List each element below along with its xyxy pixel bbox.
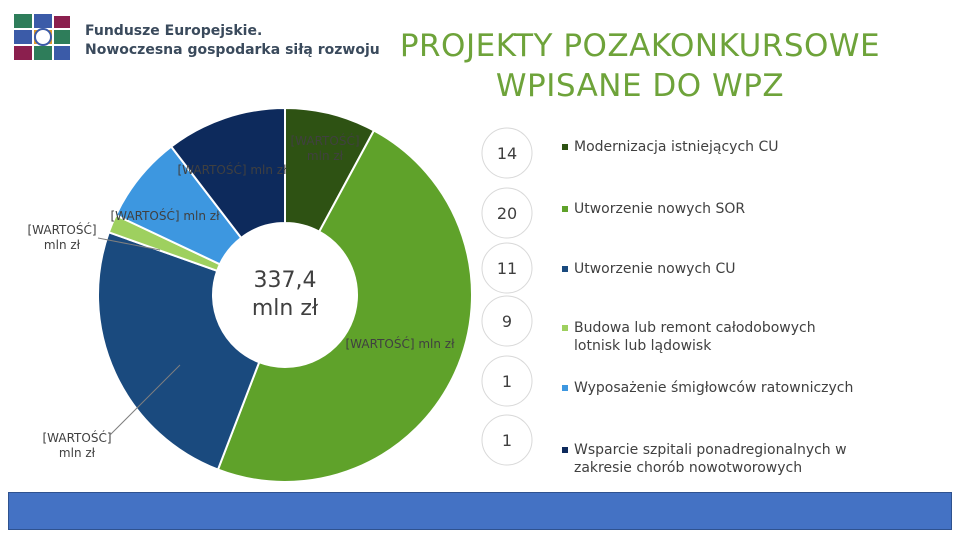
data-label-5: [WARTOŚĆ] mln zł <box>110 209 220 223</box>
legend-item-5 <box>562 379 862 397</box>
legend-item-3 <box>562 260 862 278</box>
logo-title: Fundusze Europejskie. <box>85 23 263 39</box>
legend-swatch <box>562 325 568 331</box>
page-title-line-1: PROJEKTY POZAKONKURSOWE <box>399 28 881 64</box>
data-label-4: [WARTOŚĆ] mln zł <box>27 223 97 252</box>
center-total-unit: mln zł <box>251 296 319 321</box>
legend-label: Wsparcie szpitali ponadregionalnych w zakresie chorób nowotworowych <box>574 442 847 476</box>
legend-label: Wyposażenie śmigłowców ratowniczych <box>574 380 854 396</box>
legend-label: Modernizacja istniejących CU <box>574 139 779 155</box>
legend-swatch <box>562 447 568 453</box>
data-label-2: [WARTOŚĆ] mln zł <box>345 337 455 351</box>
data-label-6: [WARTOŚĆ] mln zł <box>177 163 287 177</box>
data-label-1: [WARTOŚĆ] mln zł <box>290 134 360 163</box>
center-total-value: 337,4 <box>253 268 317 293</box>
count-value-6: 1 <box>501 431 513 450</box>
count-value-3: 11 <box>496 259 518 278</box>
legend-item-4 <box>562 319 862 355</box>
bottom-bar <box>8 492 952 530</box>
data-label-3: [WARTOŚĆ] mln zł <box>42 431 112 460</box>
count-value-4: 9 <box>501 312 513 331</box>
legend-swatch <box>562 144 568 150</box>
count-value-5: 1 <box>501 372 513 391</box>
count-value-2: 20 <box>496 204 518 223</box>
page-title-line-2: WPISANE DO WPZ <box>495 68 785 104</box>
legend-label: Utworzenie nowych CU <box>574 261 736 277</box>
legend-item-2 <box>562 200 862 218</box>
legend-item-1 <box>562 138 862 156</box>
count-value-1: 14 <box>496 144 518 163</box>
legend-swatch <box>562 206 568 212</box>
legend-swatch <box>562 385 568 391</box>
legend-swatch <box>562 266 568 272</box>
legend-label: Utworzenie nowych SOR <box>574 201 746 217</box>
logo-subtitle: Nowoczesna gospodarka siłą rozwoju <box>85 42 380 58</box>
legend-item-6 <box>562 441 862 477</box>
legend-label: Budowa lub remont całodobowych lotnisk lub lądowisk <box>574 320 816 354</box>
